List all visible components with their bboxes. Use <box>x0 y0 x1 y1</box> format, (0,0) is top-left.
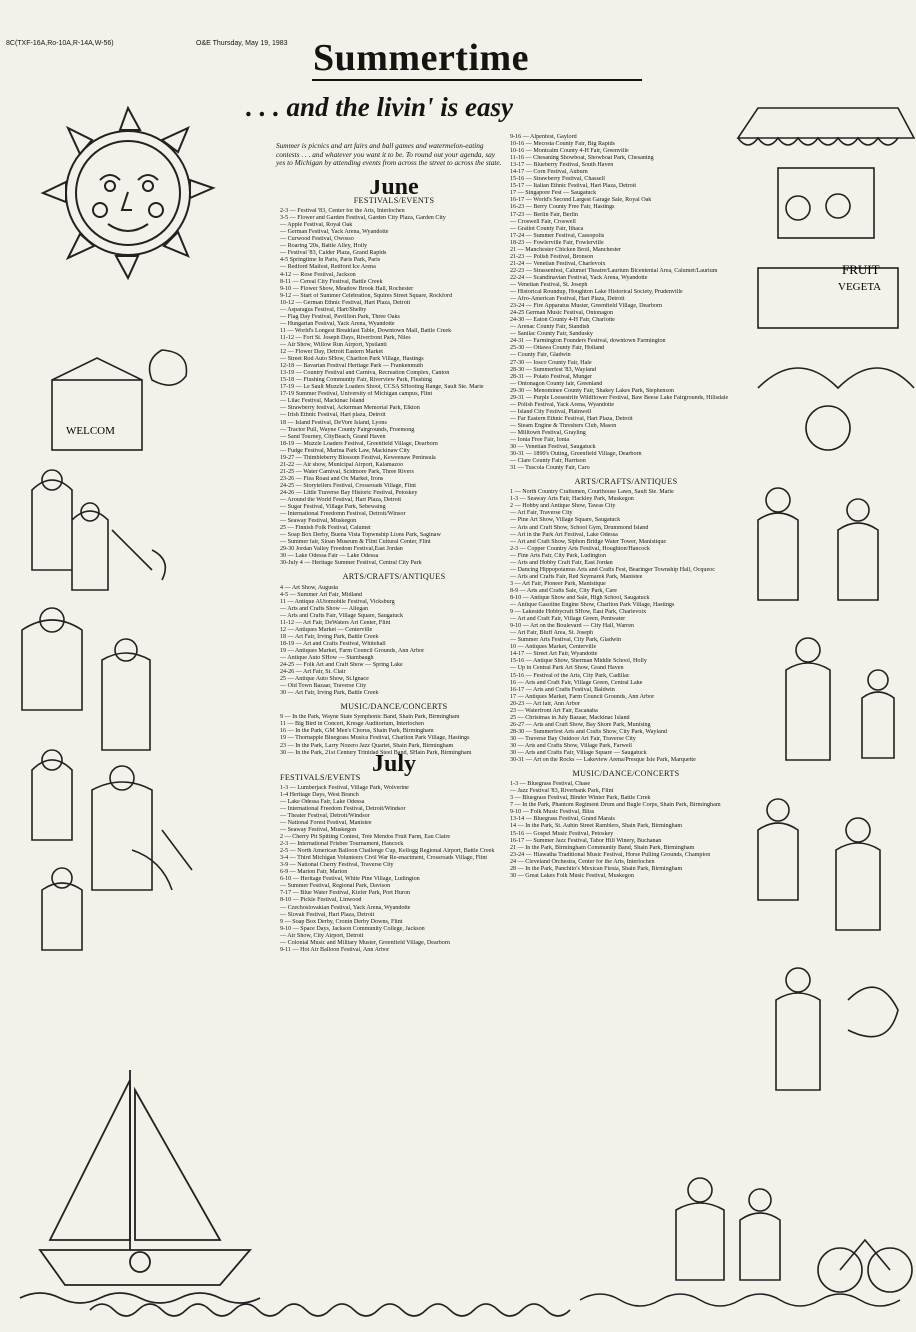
june-festival-entry: — Air Show, Willow Run Airport, Ypsilanti <box>280 341 387 348</box>
july-arts-entry: 17 — Antiques Market, Farm Council Grounds, Ann Arbor <box>510 693 655 700</box>
june-festival-entry: 30 — Lake Odessa Fair — Lake Odessa <box>280 553 379 560</box>
june-festival-entry: — Around the World Festival, Hart Plaza, Detroit <box>280 497 402 504</box>
july-festival-entry: — Afro-American Festival, Hart Plaza, Detroit <box>510 296 625 303</box>
june-festival-entry: 24-25 — Storytellers Festival, Crossroads Village, Flint <box>280 482 416 489</box>
june-festival-entry: 17-19 — Le Sault Muzzle Loaders Shoot, CCSA SHooting Range, Sault Ste. Marie <box>280 384 484 391</box>
july-festival-entry: 17 — Singapore Fest — Saugatuck <box>510 190 597 197</box>
july-festival-entry: 21-24 — Venetian Festival, Charlevoix <box>510 260 606 267</box>
june-festival-entry: 12-18 — Bavarian Festival Heritage Park — Frankenmuth <box>280 363 424 370</box>
july-festival-entry: — Arenac County Fair, Standish <box>510 324 590 331</box>
june-music-entry: 11 — Big Bird in Concert, Kresge Auditorium, Interlochen <box>280 721 424 728</box>
july-music-heading: MUSIC/DANCE/CONCERTS <box>572 769 680 779</box>
june-music-entry: 23 — In the Park, Larry Nozero Jazz Quartet, Shain Park, Birmingham <box>280 742 454 749</box>
june-music-entry: 19 — Thornapple Bluegrass Musica Festival, Charlton Park Village, Hastings <box>280 735 470 742</box>
june-festival-entry: 8-11 — Cereal City Festival, Battle Creek <box>280 278 383 285</box>
july-festival-entry: 15-17 — Italian Ethnic Festival, Hart Plaza, Detroit <box>510 183 637 190</box>
july-festival-entry: 17-24 — Summer Festival, Cassopolis <box>510 232 605 239</box>
july-festival-entry: — Czechoslovakian Festival, Yack Arena, Wyandotte <box>280 904 411 911</box>
july-festival-entry: 1-4 Heritage Days, West Branch <box>280 791 359 798</box>
july-festival-entry: 1-3 — Lumberjack Festival, Village Park, Wolverine <box>280 784 409 791</box>
july-music-entry: 14 — In the Park, St. Aubin Street Ramblers, Shain Park, Birmingham <box>510 823 683 830</box>
june-festival-entry: 12 — Flower Day, Detroit Eastern Market <box>280 349 384 356</box>
june-arts-entry: 25 — Antique Auto Show, St.Ignace <box>280 676 369 683</box>
july-arts-entry: 30 — Arts and Crafts Fair, Village Square — Saugatuck <box>510 750 647 757</box>
june-arts-entry: 18-19 — Art and Crafts Festival, Whitehall <box>280 640 386 647</box>
july-arts-entry: — Up in Central Park Art Show, Grand Haven <box>510 665 624 672</box>
june-arts-entry: — Arts and Crafts Fair, Village Square, Saugatuck <box>280 612 403 619</box>
page-slug: 8C(TXF-16A,Ro-10A,R-14A,W-56) <box>6 40 114 47</box>
june-festival-entry: 2-3 — Festival '83, Center for the Arts, Interlochen <box>280 208 405 215</box>
july-music-entry: 13-14 — Bluegrass Festival, Grand Marais <box>510 816 615 823</box>
july-festival-entry: 22-24 — Scandinavian Festival, Yack Arena, Wyandotte <box>510 274 648 281</box>
july-arts-entry: — Arts and Hobby Craft Fair, East Jordan <box>510 559 613 566</box>
june-arts-entry: 11 — Antique AUtomobile Festival, Vicksburg <box>280 598 395 605</box>
june-festival-entry: 24-26 — Little Traverse Bay Historic Festival, Petoskey <box>280 489 418 496</box>
july-arts-entry: — Art Fair, Bluff Area, St. Joseph <box>510 630 594 637</box>
picnic-illustration <box>580 1150 916 1332</box>
june-festival-entry: 11 — World's Longest Breakfast Table, Downtown Mall, Battle Creek <box>280 327 452 334</box>
masthead-rule <box>312 79 642 81</box>
july-festival-entry: — Island City Festival, Plainwell <box>510 408 592 415</box>
july-music-entry: 16-17 — Summer Jazz Festival, Tabor Hill Winery, Buchanan <box>510 837 662 844</box>
july-festival-entry: 21 — Manchester Chicken Broil, Manchester <box>510 246 622 253</box>
june-music-entry: 9 — In the Park, Wayne State Symphonic Band, Shain Park, Birmingham <box>280 714 460 721</box>
july-festival-entry: — Steam Engine & Threshers Club, Mason <box>510 422 617 429</box>
june-festival-entry: 4-12 — Rose Festival, Jackson <box>280 271 356 278</box>
july-festival-entry: 10-16 — Montcalm County 4-H Fair, Greenville <box>510 148 629 155</box>
page-title: Summertime <box>313 37 530 79</box>
july-festival-entry: 29-30 — Menominee County Fair, Shakey Lakes Park, Stephenson <box>510 387 674 394</box>
june-festival-entry: — Fudge Festival, Marina Park Law, Mackinaw City <box>280 447 410 454</box>
july-arts-list <box>510 489 742 764</box>
july-festival-entry: 6-9 — Marion Fair, Marion <box>280 869 348 876</box>
july-arts-entry: 30-31 — Art on the Rocks — Lakeview Arena/Presque Isle Park, Marquette <box>510 757 696 764</box>
page-subtitle: . . . and the livin' is easy <box>246 92 514 122</box>
july-festival-entry: 28-31 — Potato Festival, Munger <box>510 373 593 380</box>
july-festival-entry: — Ontonagon County fair, Greenland <box>510 380 603 387</box>
fruit-sign-text-1: FRUIT <box>842 262 880 277</box>
july-arts-entry: 14-17 — Street Art Fair, Wyandotte <box>510 651 598 658</box>
july-music-entry: 15-16 — Gospel Music Festival, Petoskey <box>510 830 614 837</box>
june-festival-entry: 18-19 — Muzzle Loaders Festival, Greenfield Village, Dearborn <box>280 440 438 447</box>
june-festival-entry: 30-July 4 — Heritage Summer Festival, Central City Park <box>280 560 422 567</box>
july-arts-entry: — Pine Art Show, Village Square, Saugatuck <box>510 517 621 524</box>
july-arts-entry: — Art Fair, Traverse City <box>510 510 573 517</box>
july-festival-entry: 2 — Cherry Pit Spitting Contest, Tree Mendos Fruit Farm, Eau Claire <box>280 834 451 841</box>
july-festival-entry: — Clare County Fair, Harrison <box>510 458 586 465</box>
july-festival-entry: 22-23 — Strassenfest, Calumet Theatre/Laurium Bicentenial Area, Calumet/Laurium <box>510 267 718 274</box>
july-arts-entry: — Antique Gasoline Engine Show, Charlton Park Village, Hastings <box>510 602 675 609</box>
july-arts-entry: — Summer Arts Festival, City Park, Gladwin <box>510 637 622 644</box>
july-festival-entry: — Polish Festival, Yack Arena, Wyandotte <box>510 401 615 408</box>
july-arts-entry: 16 — Arts and Craft Fair, Village Green, Central Lake <box>510 679 643 686</box>
june-arts-entry: 24-25 — Folk Art and Craft Show — Spring Lake <box>280 662 403 669</box>
july-festival-entry: — Lake Odessa Fair, Lake Odessa <box>280 798 365 805</box>
july-festival-entry: 16-17 — World's Second Largest Garage Sale, Royal Oak <box>510 197 652 204</box>
june-festival-entry: — Lilac Festival, Mackinac Island <box>280 398 365 405</box>
june-festival-entry: 10-12 — German Ethnic Festival, Hart Plaza, Detroit <box>280 299 411 306</box>
july-festival-entry: 9-11 — Hot Air Balloon Festival, Ann Arbor <box>280 946 390 953</box>
july-arts-entry: 3 — Art Fair, Pioneer Park, Manistique <box>510 580 606 587</box>
july-arts-entry: — Fine Arts Fair, City Park, Ludington <box>510 552 606 559</box>
june-festival-entry: — Redford Maifest, Redford Ice Arena <box>280 264 376 271</box>
june-festival-entry: — Summer fair, Sloan Museum & Flint Cultural Center, Flint <box>280 539 431 546</box>
july-arts-entry: 15-16 — Antique Show, Sherman Middle School, Holly <box>510 658 647 665</box>
july-arts-entry: 26-27 — Arts and Craft Show, Bay Shore Park, Munising <box>510 721 651 728</box>
july-festival-entry: 29-31 — Purple Loosestrife Wildflower Festival, Baw Beese Lake Fairgrounds, Hillsdale <box>510 394 729 401</box>
july-arts-entry: 30 — Arts and Crafts Show, Village Park, Farwell <box>510 742 633 749</box>
july-music-entry: — Jazz Festival '83, Riverbank Park, Flint <box>510 788 614 795</box>
june-heading: June <box>369 180 419 200</box>
fruit-sign-text-2: VEGETA <box>838 281 882 293</box>
july-festival-entry: — Venetian Festival, St. Joseph <box>510 281 588 288</box>
right-column <box>510 134 742 1144</box>
june-arts-entry: 30 — Art Fair, Irving Park, Battle Creek <box>280 690 379 697</box>
july-festival-entry: 30-31 — 1890's Outing, Greenfield Village, Dearborn <box>510 451 642 458</box>
june-festival-entry: 17-19 Summer Festival, University of Michigan campus, Flint <box>280 391 433 398</box>
july-festival-entry: — Colonial Music and Military Muster, Greenfield Village, Dearborn <box>280 939 450 946</box>
july-festival-entry: 8-10 — Pickle Festival, Linwood <box>280 897 362 904</box>
june-arts-entry: 11-12 — Art Fair, DeWaters Art Center, Flint <box>280 619 391 626</box>
june-festival-entry: — Festival '83, Calder Plaza, Grand Rapids <box>280 250 387 257</box>
july-arts-entry: 2 — Hobby and Antique Show, Tawas City <box>510 503 616 510</box>
june-festival-entry: 25 — Finnish Folk Festival, Calumet <box>280 525 371 532</box>
july-festival-entry: 28-30 — Summerfest '83, Wayland <box>510 366 596 373</box>
june-arts-entry: 4 — Art Show, Augusta <box>280 584 339 591</box>
july-arts-entry: 23 — Waterfront Art Fair, Escanaba <box>510 707 598 714</box>
july-festival-entry: 18-23 — Fowlerville Fair, Fowlerville <box>510 239 604 246</box>
july-festival-entry: — Croswell Fair, Croswell <box>510 218 576 225</box>
welcome-sign-illustration <box>50 418 140 442</box>
june-festival-entry: — Tractor Pull, Wayne County Fairgrounds, Freemong <box>280 426 415 433</box>
june-music-entry: 30 — In the Park, 21st Century Trinidad Steel Band, SHain Park, Birmingham <box>280 749 472 756</box>
july-arts-entry: 9 — Lakeside Hobbycraft SHow, East Park, Charlevoix <box>510 609 647 616</box>
july-festival-entry: — Air Show, City Airport, Detroit <box>280 932 364 939</box>
july-festival-entry: — Seaway Festival, Muskegon <box>280 826 357 833</box>
june-festival-entry: — Irish Ethnic Festival, Hart plaza, Detroit <box>280 412 386 419</box>
june-festival-entry: 4-5 Springtime In Paris, Paris Park, Paris <box>280 257 381 264</box>
june-festivals-heading: FESTIVALS/EVENTS <box>353 196 435 206</box>
july-festival-entry: 6-10 — Heritage Festival, White Pine Village, Ludington <box>280 876 420 883</box>
july-heading: July <box>371 750 416 777</box>
july-festival-entry: 25-30 — Ottawa County Fair, Holland <box>510 345 605 352</box>
july-festival-entry: 24-25 German Music Festival, Ontonagon <box>510 310 614 317</box>
july-arts-entry: 16-17 — Arts and Crafts Festival, Baldwin <box>510 686 615 693</box>
june-festivals-list <box>280 208 508 567</box>
july-arts-entry: — Art in the Park Art Festival, Lake Odessa <box>510 531 618 538</box>
july-arts-entry: 20-23 — Art fair, Ann Arbor <box>510 700 580 707</box>
june-festival-entry: — International Freedomn Festival, Detroit/Winsor <box>280 511 406 518</box>
june-arts-heading: ARTS/CRAFTS/ANTIQUES <box>342 572 446 582</box>
june-festival-entry: 9-10 — Flower Show, Meadow Brook Hall, Rochester <box>280 285 414 292</box>
july-festival-entry: 2-5 — North American Balloon Challenge Cup, Kellogg Regional Airport, Battle Creek <box>280 848 495 855</box>
july-arts-entry: — Arts and Craft Show, School Gym, Drummond Island <box>510 524 649 531</box>
left-column <box>280 180 508 1280</box>
july-arts-entry: 15-16 — Festival of the Arts, City Park, Cadillac <box>510 672 630 679</box>
june-festival-entry: 19-27 — Thimbleberry Blossom Festival, Keweenaw Peninsula <box>280 454 436 461</box>
july-music-entry: 28 — In the Park, Panchito's Mexican Fiesta, Shain Park, Birmingham <box>510 865 683 872</box>
july-festival-entry: 9 — Soap Box Derby, Cronin Derby Downs, Flint <box>280 918 403 925</box>
july-festival-entry: 15-16 — Strawberry Festival, Chassell <box>510 176 605 183</box>
sailboat-illustration <box>20 1050 270 1315</box>
july-festival-entry: 11-16 — Chesaning Showboat, Showboat Park, Chesaning <box>510 155 654 162</box>
june-festival-entry: — Flag Day Festival, Pavillion Park, Three Oaks <box>280 313 400 320</box>
july-festival-entry: 31 — Tuscola County Fair, Caro <box>510 465 590 472</box>
july-music-list <box>510 781 742 880</box>
july-festival-entry: — National Forest Festival, Manistee <box>280 819 372 826</box>
july-festival-entry: 24-31 — Farmington Founders Festival, downtown Farmington <box>510 338 666 345</box>
june-festival-entry: 9-12 — Start of Summer Celebration, Squires Street Square, Rockford <box>280 292 453 299</box>
july-arts-entry: 28-30 — Summerfest Arts and Crafts Show, City Park, Wayland <box>510 728 667 735</box>
july-festival-entry: — International Freedom Festival, Detroit/Windsor <box>280 805 406 812</box>
june-festival-entry: — Apple Festival, Royal Oak <box>280 222 353 229</box>
june-arts-entry: 4-5 — Summer Art Fair, Midland <box>280 591 363 598</box>
july-festival-entry: 3-4 — Third Michigan Volunteers Civil War Re-enactment, Crossroads Village, Flint <box>280 855 488 862</box>
july-festival-entry: 27-30 — Iosco County Fair, Hale <box>510 359 592 366</box>
july-festival-entry: — Far Eastern Ethnic Festival, Hart Plaza, Detroit <box>510 415 633 422</box>
july-festival-entry: — County Fair, Gladwin <box>510 352 571 359</box>
fruit-stand-illustration <box>738 88 914 478</box>
july-festival-entry: 13-17 — Blueberry Festival, South Haven <box>510 162 614 169</box>
july-festival-entry: — Theater Festival, Detroit/Windsor <box>280 812 370 819</box>
july-arts-entry: 1 — North Country Craftsmen, Courthouse Lawn, Sault Ste. Marie <box>510 489 674 496</box>
july-arts-entry: 8-9 — Arts and Crafts Sale, City Park, Care <box>510 587 617 594</box>
june-festival-entry: — Street Rod Auto SHow, Charlton Park Village, Hastings <box>280 356 424 363</box>
july-arts-entry: 9-10 — Art on the Boulevard — City Hall, Warren <box>510 623 634 630</box>
july-arts-entry: 10 — Antiques Market, Centerville <box>510 644 597 651</box>
july-festival-entry: 9-10 — Space Days, Jackson Community College, Jackson <box>280 925 425 932</box>
june-festival-entry: 23-26 — Flea Roast and Ox Market, Irons <box>280 475 384 482</box>
july-arts-heading: ARTS/CRAFTS/ANTIQUES <box>574 477 678 487</box>
july-arts-entry: 25 — Christmas in July Bazaar, Mackinac Island <box>510 714 630 721</box>
dateline: O&E Thursday, May 19, 1983 <box>196 40 288 47</box>
july-festival-entry: — Slovak Festival, Hart Plaza, Detroit <box>280 911 375 918</box>
june-festival-entry: — Roaring '20s, Battle Alley, Holly <box>280 243 368 250</box>
july-music-entry: 1-3 — Bluegrass Festival, Chase <box>510 781 591 788</box>
july-music-entry: 24 — Cleveland Orchestra, Center for the Arts, Interlochen <box>510 858 655 865</box>
june-arts-entry: — Old Town Bazaar, Traverse City <box>280 683 367 690</box>
june-festival-entry: 15-18 — Flushing Community Fair, Riverview Park, Flushing <box>280 377 432 384</box>
july-arts-entry: — Arts and Crafts Fair, Red Szymarek Park, Manistee <box>510 573 643 580</box>
june-music-entry: 16 — In the Park, GM Men's Chorus, Shain Park, Birmingham <box>280 728 434 735</box>
july-festival-entry: 7-17 — Blue Water Festival, Kiefer Park, Port Huron <box>280 890 411 897</box>
july-festival-entry: 2-3 — International Frisbee Tournament, Hancock <box>280 841 404 848</box>
june-arts-entry: — Antique Auto SHow — Stambaugh <box>280 655 374 661</box>
crowd-illustration-right <box>738 480 914 1180</box>
july-festival-entry: 10-16 — Mecosta County Fair, Big Rapids <box>510 141 615 148</box>
july-arts-entry: 1-3 — Seaway Arts Fair, Hackley Park, Muskegon <box>510 496 634 503</box>
july-festival-entry: 9-16 — Alpenfest, Gaylord <box>510 134 577 140</box>
june-festival-entry: 21-25 — Water Carnival, Scidmore Park, Three Rivers <box>280 468 414 475</box>
july-festival-entry: — Gratiot County Fair, Ithaca <box>510 225 584 232</box>
june-arts-entry: 19 — Antiques Market, Farm Council Grounds, Ann Arbor <box>280 647 425 654</box>
july-festival-entry: 21-23 — Polish Festival, Bronson <box>510 253 594 260</box>
july-arts-entry: 30 — Traverse Bay Outdoor Art Fair, Traverse City <box>510 735 636 742</box>
july-music-entry: 30 — Great Lakes Folk Music Festival, Muskegon <box>510 872 634 879</box>
july-music-entry: 7 — In the Park, Phantom Regiment Drum and Bugle Corps, Shain Park, Birmingham <box>510 802 721 809</box>
july-music-entry: 3 — Bluegrass Festival, Binder Winter Park, Battle Crrek <box>510 795 651 802</box>
july-festival-entry: 24-30 — Eaton County 4-H Fair, Charlotte <box>510 317 615 324</box>
june-festival-entry: — Asparagus Festival, Hart/Shelby <box>280 306 367 313</box>
june-festival-entry: — Seaway Festival, Muskegon <box>280 518 357 525</box>
june-music-heading: MUSIC/DANCE/CONCERTS <box>340 702 448 712</box>
july-festival-entry: 17-23 — Berlin Fair, Berlin <box>510 211 578 218</box>
july-festival-entry: 16-23 — Berry County Free Fair, Hastings <box>510 204 615 211</box>
june-festival-entry: 11-12 — Fort St. Joseph Days, Riverfront Park, Niles <box>280 334 411 341</box>
july-festival-entry: — Historical Roundup, Houghton Lake Historical Society, Prudenville <box>510 289 683 296</box>
welcome-sign-text: WELCOM <box>66 425 115 437</box>
june-festival-entry: — Sugar Festival, Village Park, Sebewaing <box>280 504 386 511</box>
june-arts-entry: 12 — Antiques Market — Centerville <box>280 626 373 633</box>
july-music-entry: 9-10 — Folk Music Festival, Bliss <box>510 809 595 816</box>
june-festival-entry: — Soap Box Derby, Buena Vista Topwnship Lions Park, Saginaw <box>280 532 441 539</box>
july-festival-entry: — Milltown Festival, Grayling <box>510 429 586 436</box>
june-festival-entry: — Strawberry festival, Ackerman Memorial Park, Elkton <box>280 405 420 412</box>
july-festival-entry: 14-17 — Corn Festival, Auburn <box>510 169 588 176</box>
july-arts-entry: 8-10 — Antique Show and Sale, High School, Saugatuck <box>510 595 650 601</box>
july-music-entry: 21 — In the Park, Birmingham Community Band, Shain Park, Birmingham <box>510 844 695 851</box>
july-festival-entry: — Sanilac County Fair, Sandusky <box>510 331 593 338</box>
july-festival-entry: 23-24 — Fire Apparatus Muster, Greenfield Village, Dearborn <box>510 303 663 310</box>
july-festivals-list-part1 <box>280 785 508 954</box>
june-festival-entry: 13-19 — Country Festival and Carniva, Recreation Complex, Canton <box>280 370 450 377</box>
june-festival-entry: 21-22 — Air show, Municipal Airport, Kalamazoo <box>280 461 404 468</box>
july-festival-entry: — Ionia Free Fair, Ionia <box>510 437 570 444</box>
july-arts-entry: 2-3 — Copper Country Arts Festival, Houghton/Hancock <box>510 545 650 552</box>
july-music-entry: 23-24 — Hiawatha Traditional Music Festival, Horse Pulling Grounds, Champion <box>510 851 711 858</box>
july-festivals-heading: FESTIVALS/EVENTS <box>280 772 361 782</box>
june-festival-entry: — German Festival, Yack Arena, Wyandotte <box>280 229 389 236</box>
june-festival-entry: — Curwood Festival, Owosso <box>280 236 354 243</box>
june-festival-entry: — Sand Tourney, CityBeach, Grand Haven <box>280 433 386 440</box>
july-arts-entry: — Dancing Hippopotamus Arts and Crafts Fest, Bearinger Township Hall, Ocqueoc <box>510 566 715 573</box>
july-arts-entry: — Art and Craft Fair, Village Green, Pentwater <box>510 616 626 623</box>
june-arts-entry: 24-26 — Art Fair, St. Clair <box>280 669 346 676</box>
june-arts-entry: 18 — Art Fair, Irving Park, Battle Creek <box>280 633 379 640</box>
june-festival-entry: 29-30 Jordan Valley Freedom Festival,East Jordan <box>280 546 403 553</box>
july-festival-entry: 30 — Venetian Festival, Saugatuck <box>510 444 596 451</box>
sun-illustration <box>28 88 238 298</box>
june-festival-entry: — Hungarian Festival, Yack Arena, Wyandotte <box>280 320 395 327</box>
intro-paragraph: Summer is picnics and art fairs and ball games and watermelon-eating contests . . . and whatever you want it to be. To round out your agenda, say yes to Michigan by attending events from across the street to across the state. <box>276 141 502 168</box>
july-festival-entry: — Summer Festival, Regional Park, Davison <box>280 883 391 890</box>
july-festival-entry: 3-9 — National Cherry Festival, Traverse City <box>280 862 394 869</box>
bottom-border-illustration <box>90 1290 590 1330</box>
july-arts-entry: — Art and Craft Show, Siphon Bridge Water Tower, Manistique <box>510 538 667 545</box>
june-arts-entry: — Arts and Crafts Show — Allegan <box>280 605 369 612</box>
june-festival-entry: 18 — Island Festival, DeVore Island, Lyons <box>280 419 387 426</box>
june-festival-entry: 3-5 — Flower and Garden Festival, Garden City Plaza, Garden City <box>280 215 446 222</box>
june-arts-list <box>280 585 508 698</box>
july-festivals-list-part2 <box>510 134 742 472</box>
